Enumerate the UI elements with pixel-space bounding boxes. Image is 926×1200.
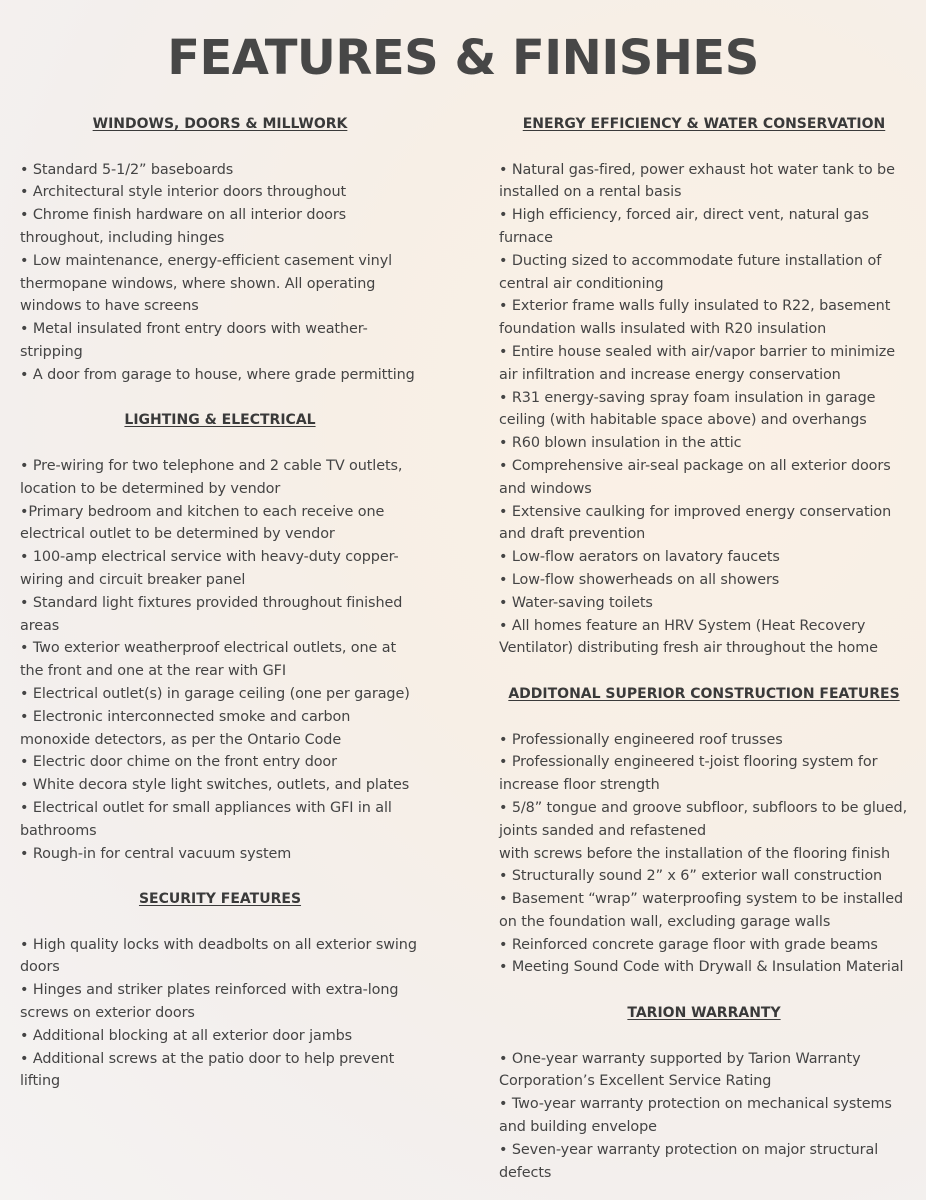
bullet-item bbox=[20, 843, 420, 866]
bullet-item bbox=[499, 250, 909, 296]
section-heading: ADDITONAL SUPERIOR CONSTRUCTION FEATURES bbox=[508, 685, 900, 702]
page-title: FEATURES & FINISHES bbox=[167, 30, 759, 86]
bullet-line: bathrooms bbox=[20, 822, 97, 839]
bullet-item bbox=[20, 364, 420, 387]
bullet-line: ceiling (with habitable space above) and overhangs bbox=[499, 412, 867, 429]
bullet-line: • Two exterior weatherproof electrical outlets, one at bbox=[20, 640, 396, 657]
bullet-line: areas bbox=[20, 617, 60, 634]
bullet-item bbox=[499, 341, 909, 387]
bullet-item bbox=[20, 979, 420, 1025]
bullet-list bbox=[20, 934, 420, 1094]
section-windows bbox=[20, 113, 420, 409]
bullet-line: on the foundation wall, excluding garage walls bbox=[499, 913, 831, 930]
bullet-item bbox=[20, 250, 420, 318]
bullet-line: joints sanded and refastened bbox=[499, 822, 707, 839]
bullet-item bbox=[499, 1048, 909, 1094]
bullet-line: • White decora style light switches, outlets, and plates bbox=[20, 777, 410, 794]
bullet-line: • 5/8” tongue and groove subfloor, subfloors to be glued, bbox=[499, 799, 908, 816]
bullet-line: air infiltration and increase energy conservation bbox=[499, 366, 841, 383]
bullet-line: • High quality locks with deadbolts on all exterior swing bbox=[20, 936, 417, 953]
bullet-line: furnace bbox=[499, 229, 553, 246]
bullet-item bbox=[20, 159, 420, 182]
bullet-item bbox=[20, 318, 420, 364]
bullet-list bbox=[499, 729, 909, 980]
bullet-item bbox=[499, 865, 909, 888]
section-construction bbox=[499, 683, 909, 1002]
bullet-line: • Natural gas-fired, power exhaust hot water tank to be bbox=[499, 161, 895, 178]
bullet-line: Corporation’s Excellent Service Rating bbox=[499, 1073, 772, 1090]
bullet-line: and windows bbox=[499, 480, 592, 497]
bullet-line: • Exterior frame walls fully insulated to R22, basement bbox=[499, 298, 891, 315]
section-warranty bbox=[499, 1002, 909, 1184]
section-heading: WINDOWS, DOORS & MILLWORK bbox=[92, 116, 348, 132]
bullet-line: • Extensive caulking for improved energy conservation bbox=[499, 503, 892, 520]
bullet-item bbox=[499, 569, 909, 592]
bullet-line: thermopane windows, where shown. All operating bbox=[20, 275, 376, 292]
bullet-line: • Water-saving toilets bbox=[499, 594, 653, 611]
bullet-line: wiring and circuit breaker panel bbox=[20, 571, 246, 588]
bullet-line: • Hinges and striker plates reinforced with extra-long bbox=[20, 982, 399, 999]
bullet-line: • R60 blown insulation in the attic bbox=[499, 435, 742, 452]
bullet-line: installed on a rental basis bbox=[499, 184, 682, 201]
bullet-item bbox=[499, 592, 909, 615]
section-heading: LIGHTING & ELECTRICAL bbox=[124, 412, 316, 429]
bullet-line: • All homes feature an HRV System (Heat Recovery bbox=[499, 617, 866, 634]
section-lighting bbox=[20, 409, 420, 888]
bullet-line: location to be determined by vendor bbox=[20, 480, 281, 497]
bullet-line: •Primary bedroom and kitchen to each receive one bbox=[20, 503, 385, 520]
bullet-line: • Additional blocking at all exterior door jambs bbox=[20, 1027, 353, 1044]
section-energy bbox=[499, 113, 909, 683]
bullet-item bbox=[20, 797, 420, 843]
bullet-item bbox=[499, 797, 909, 865]
bullet-item bbox=[20, 501, 420, 547]
bullet-item bbox=[499, 934, 909, 957]
bullet-line: • A door from garage to house, where grade permitting bbox=[20, 366, 415, 383]
bullet-line: • Meeting Sound Code with Drywall & Insulation Material bbox=[499, 959, 904, 976]
bullet-line: • R31 energy-saving spray foam insulation in garage bbox=[499, 389, 876, 406]
bullet-item bbox=[20, 934, 420, 980]
bullet-item bbox=[20, 683, 420, 706]
bullet-item bbox=[499, 888, 909, 934]
bullet-item bbox=[20, 751, 420, 774]
bullet-item bbox=[499, 1093, 909, 1139]
bullet-line: screws on exterior doors bbox=[20, 1005, 195, 1022]
bullet-line: • Structurally sound 2” x 6” exterior wall construction bbox=[499, 868, 883, 885]
bullet-line: • Chrome finish hardware on all interior doors bbox=[20, 207, 347, 224]
bullet-line: • Professionally engineered roof trusses bbox=[499, 731, 783, 748]
bullet-line: • Architectural style interior doors throughout bbox=[20, 184, 347, 201]
bullet-line: • Standard light fixtures provided throughout finished bbox=[20, 594, 403, 611]
bullet-item bbox=[499, 159, 909, 205]
bullet-line: stripping bbox=[20, 343, 83, 360]
bullet-line: • Low maintenance, energy-efficient casement vinyl bbox=[20, 252, 393, 269]
bullet-line: • Pre-wiring for two telephone and 2 cable TV outlets, bbox=[20, 457, 403, 474]
bullet-item bbox=[499, 546, 909, 569]
bullet-line: monoxide detectors, as per the Ontario Code bbox=[20, 731, 342, 748]
bullet-line: • Professionally engineered t-joist flooring system for bbox=[499, 754, 878, 771]
bullet-item bbox=[499, 295, 909, 341]
bullet-item bbox=[499, 956, 909, 979]
bullet-line: • Electronic interconnected smoke and carbon bbox=[20, 708, 351, 725]
bullet-item bbox=[20, 1048, 420, 1094]
right-column bbox=[499, 113, 909, 1184]
bullet-line: • 100-amp electrical service with heavy-duty copper- bbox=[20, 549, 399, 566]
bullet-line: • Seven-year warranty protection on major structural bbox=[499, 1141, 879, 1158]
bullet-line: • High efficiency, forced air, direct vent, natural gas bbox=[499, 207, 869, 224]
bullet-line: • One-year warranty supported by Tarion Warranty bbox=[499, 1050, 861, 1067]
bullet-line: • Low-flow aerators on lavatory faucets bbox=[499, 549, 780, 566]
bullet-item bbox=[20, 774, 420, 797]
bullet-line: lifting bbox=[20, 1073, 61, 1090]
section-heading: SECURITY FEATURES bbox=[138, 891, 302, 908]
bullet-line: doors bbox=[20, 959, 60, 976]
bullet-line: • Entire house sealed with air/vapor barrier to minimize bbox=[499, 343, 895, 360]
bullet-item bbox=[499, 432, 909, 455]
bullet-line: throughout, including hinges bbox=[20, 229, 225, 246]
section-heading: TARION WARRANTY bbox=[627, 1005, 781, 1022]
bullet-item bbox=[20, 204, 420, 250]
bullet-line: • Low-flow showerheads on all showers bbox=[499, 571, 780, 588]
bullet-item bbox=[20, 181, 420, 204]
section-security bbox=[20, 888, 420, 1093]
bullet-line: • Standard 5-1/2” baseboards bbox=[20, 161, 234, 178]
bullet-line: defects bbox=[499, 1164, 552, 1181]
bullet-item bbox=[499, 204, 909, 250]
bullet-line: • Metal insulated front entry doors with weather- bbox=[20, 321, 368, 338]
bullet-line: • Electrical outlet(s) in garage ceiling (one per garage) bbox=[20, 685, 410, 702]
bullet-line: windows to have screens bbox=[20, 298, 199, 315]
bullet-line: • Comprehensive air-seal package on all exterior doors bbox=[499, 457, 891, 474]
bullet-item bbox=[499, 455, 909, 501]
bullet-line: • Rough-in for central vacuum system bbox=[20, 845, 292, 862]
bullet-line: electrical outlet to be determined by vendor bbox=[20, 526, 335, 543]
bullet-item bbox=[20, 546, 420, 592]
bullet-item bbox=[499, 501, 909, 547]
bullet-line: • Ducting sized to accommodate future installation of bbox=[499, 252, 882, 269]
bullet-item bbox=[499, 751, 909, 797]
bullet-line: • Additional screws at the patio door to help prevent bbox=[20, 1050, 395, 1067]
bullet-line: central air conditioning bbox=[499, 275, 664, 292]
bullet-line: increase floor strength bbox=[499, 777, 660, 794]
bullet-line: and draft prevention bbox=[499, 526, 646, 543]
bullet-item bbox=[20, 592, 420, 638]
bullet-list bbox=[499, 159, 909, 661]
bullet-list bbox=[20, 159, 420, 387]
bullet-item bbox=[499, 729, 909, 752]
bullet-item bbox=[20, 706, 420, 752]
bullet-item bbox=[499, 615, 909, 661]
left-column bbox=[20, 113, 420, 1093]
bullet-line: foundation walls insulated with R20 insulation bbox=[499, 321, 827, 338]
bullet-line: • Electric door chime on the front entry door bbox=[20, 754, 337, 771]
bullet-item bbox=[499, 387, 909, 433]
bullet-line: • Two-year warranty protection on mechanical systems bbox=[499, 1096, 892, 1113]
bullet-line: the front and one at the rear with GFI bbox=[20, 663, 286, 680]
bullet-line: with screws before the installation of the flooring finish bbox=[499, 845, 890, 862]
section-heading: ENERGY EFFICIENCY & WATER CONSERVATION bbox=[522, 116, 886, 132]
bullet-line: • Electrical outlet for small appliances with GFI in all bbox=[20, 799, 392, 816]
bullet-list bbox=[20, 455, 420, 865]
bullet-item bbox=[20, 455, 420, 501]
bullet-item bbox=[20, 1025, 420, 1048]
bullet-line: Ventilator) distributing fresh air throughout the home bbox=[499, 640, 878, 657]
bullet-item bbox=[20, 637, 420, 683]
bullet-line: • Reinforced concrete garage floor with grade beams bbox=[499, 936, 878, 953]
bullet-line: • Basement “wrap” waterproofing system to be installed bbox=[499, 891, 904, 908]
bullet-item bbox=[499, 1139, 909, 1185]
bullet-list bbox=[499, 1048, 909, 1185]
bullet-line: and building envelope bbox=[499, 1119, 657, 1136]
